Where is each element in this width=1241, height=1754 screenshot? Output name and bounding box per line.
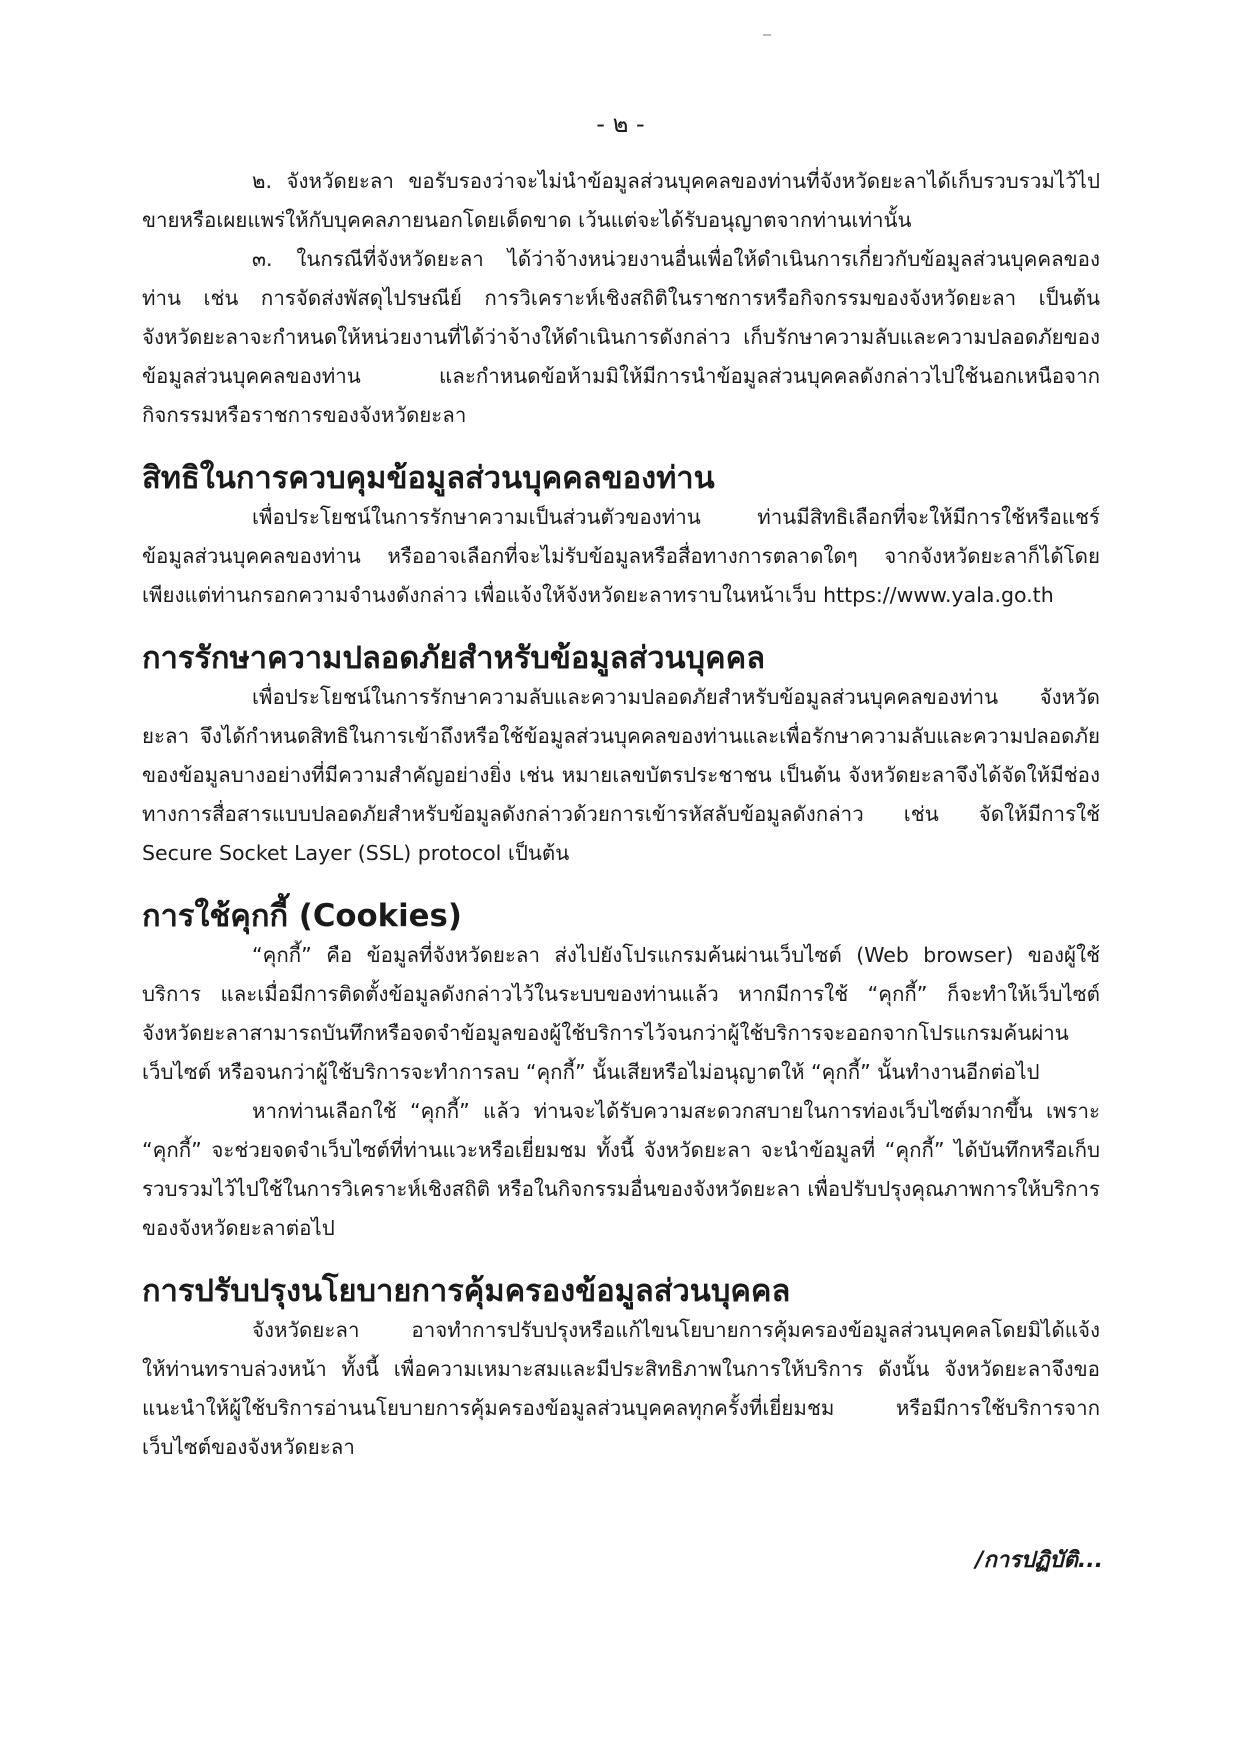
section-spacer — [142, 615, 1100, 639]
heading-cookies: การใช้คุกกี้ (Cookies) — [142, 898, 462, 934]
paragraph-cookies-definition: “คุกกี้” คือ ข้อมูลที่จังหวัดยะลา ส่งไปยังโปรแกรมค้นผ่านเว็บไซต์ (Web browser) ของผู้ใช้บริการ และเมื่อมีการติดตั้งข้อมูลดังกล่าวไว้ในระบบของท่านแล้ว หากมีการใช้ “คุกกี้” ก็จะทำให้เว็บไซต์จังหวัดยะลาสามารถบันทึกหรือจดจำข้อมูลของผู้ใช้บริการไว้จนกว่าผู้ใช้บริการจะออกจากโปรแกรมค้นผ่านเว็บไซต์ หรือจนกว่าผู้ใช้บริการจะทำการลบ “คุกกี้” นั้นเสียหรือไม่อนุญาตให้ “คุกกี้” นั้นทำงานอีกต่อไป — [142, 943, 1100, 1084]
section-spacer — [142, 1248, 1100, 1272]
paragraph-clause-3: ๓. ในกรณีที่จังหวัดยะลา ได้ว่าจ้างหน่วยงานอื่นเพื่อให้ดำเนินการเกี่ยวกับข้อมูลส่วนบุคคลของท่าน เช่น การจัดส่งพัสดุไปรษณีย์ การวิเคราะห์เชิงสถิติในราชการหรือกิจกรรมของจังหวัดยะลา เป็นต้น จังหวัดยะลาจะกำหนดให้หน่วยงานที่ได้ว่าจ้างให้ดำเนินการดังกล่าว เก็บรักษาความลับและความปลอดภัยของข้อมูลส่วนบุคคลของท่าน และกำหนดข้อห้ามมิให้มีการนำข้อมูลส่วนบุคคลดังกล่าวไปใช้นอกเหนือจากกิจกรรมหรือราชการของจังหวัดยะลา — [142, 247, 1100, 427]
document-body — [142, 162, 1100, 1467]
paragraph-policy-update: จังหวัดยะลา อาจทำการปรับปรุงหรือแก้ไขนโยบายการคุ้มครองข้อมูลส่วนบุคคลโดยมิได้แจ้งให้ท่านทราบล่วงหน้า ทั้งนี้ เพื่อความเหมาะสมและมีประสิทธิภาพในการให้บริการ ดังนั้น จังหวัดยะลาจึงขอแนะนำให้ผู้ใช้บริการอ่านนโยบายการคุ้มครองข้อมูลส่วนบุคคลทุกครั้งที่เยี่ยมชม หรือมีการใช้บริการจากเว็บไซต์ของจังหวัดยะลา — [142, 1318, 1100, 1459]
continuation-marker: /การปฏิบัติ... — [975, 1548, 1103, 1573]
paragraph-cookies-usage: หากท่านเลือกใช้ “คุกกี้” แล้ว ท่านจะได้รับความสะดวกสบายในการท่องเว็บไซต์มากขึ้น เพราะ “คุกกี้” จะช่วยจดจำเว็บไซต์ที่ท่านแวะหรือเยี่ยมชม ทั้งนี้ จังหวัดยะลา จะนำข้อมูลที่ “คุกกี้” ได้บันทึกหรือเก็บรวบรวมไว้ไปใช้ในการวิเคราะห์เชิงสถิติ หรือในกิจกรรมอื่นของจังหวัดยะลา เพื่อปรับปรุงคุณภาพการให้บริการของจังหวัดยะลาต่อไป — [142, 1099, 1100, 1240]
paragraph-rights: เพื่อประโยชน์ในการรักษาความเป็นส่วนตัวของท่าน ท่านมีสิทธิเลือกที่จะให้มีการใช้หรือแชร์ข้อมูลส่วนบุคคลของท่าน หรืออาจเลือกที่จะไม่รับข้อมูลหรือสื่อทางการตลาดใดๆ จากจังหวัดยะลาก็ได้โดยเพียงแต่ท่านกรอกความจำนงดังกล่าว เพื่อแจ้งให้จังหวัดยะลาทราบในหน้าเว็บ https://www.yala.go.th — [142, 505, 1100, 607]
page-number: - ๒ - — [596, 110, 645, 138]
scan-artifact — [763, 34, 771, 36]
heading-policy-update: การปรับปรุงนโยบายการคุ้มครองข้อมูลส่วนบุคคล — [142, 1273, 791, 1309]
paragraph-clause-2: ๒. จังหวัดยะลา ขอรับรองว่าจะไม่นำข้อมูลส่วนบุคคลของท่านที่จังหวัดยะลาได้เก็บรวบรวมไว้ไปขายหรือเผยแพร่ให้กับบุคคลภายนอกโดยเด็ดขาด เว้นแต่จะได้รับอนุญาตจากท่านเท่านั้น — [142, 169, 1100, 232]
paragraph-security: เพื่อประโยชน์ในการรักษาความลับและความปลอดภัยสำหรับข้อมูลส่วนบุคคลของท่าน จังหวัดยะลา จึงได้กำหนดสิทธิในการเข้าถึงหรือใช้ข้อมูลส่วนบุคคลของท่านและเพื่อรักษาความลับและความปลอดภัยของข้อมูลบางอย่างที่มีความสำคัญอย่างยิ่ง เช่น หมายเลขบัตรประชาชน เป็นต้น จังหวัดยะลาจึงได้จัดให้มีช่องทางการสื่อสารแบบปลอดภัยสำหรับข้อมูลดังกล่าวด้วยการเข้ารหัสลับข้อมูลดังกล่าว เช่น จัดให้มีการใช้ Secure Socket Layer (SSL) protocol เป็นต้น — [142, 685, 1100, 865]
section-spacer — [142, 873, 1100, 897]
section-spacer — [142, 435, 1100, 459]
heading-security: การรักษาความปลอดภัยสำหรับข้อมูลส่วนบุคคล — [142, 640, 766, 676]
heading-rights: สิทธิในการควบคุมข้อมูลส่วนบุคคลของท่าน — [142, 460, 715, 496]
